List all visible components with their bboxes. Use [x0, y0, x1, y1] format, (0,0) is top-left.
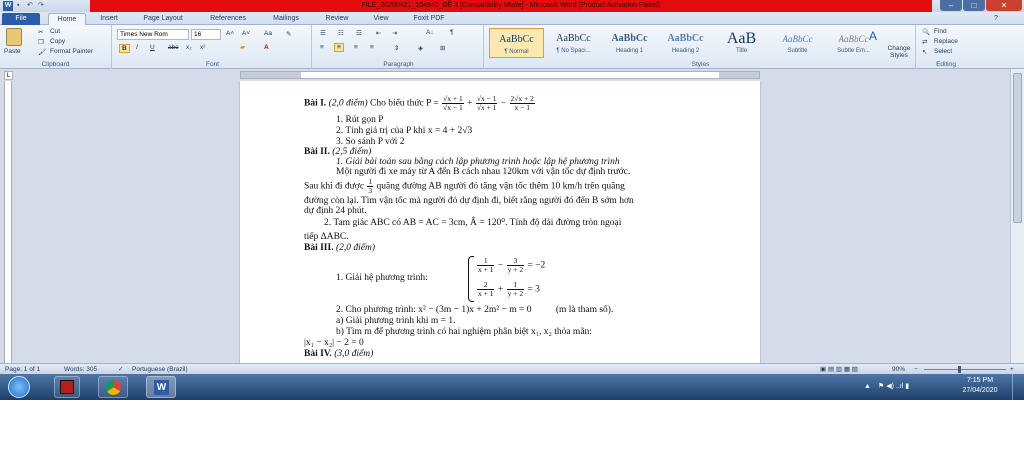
- tab-view[interactable]: View: [373, 15, 389, 22]
- format-painter-icon: 🖌: [38, 49, 47, 56]
- vertical-scrollbar[interactable]: [1010, 69, 1024, 363]
- ruler-row: [0, 69, 1024, 81]
- tab-page-layout[interactable]: Page Layout: [143, 15, 183, 22]
- bai1-heading: Bài I.: [304, 98, 327, 109]
- superscript-button[interactable]: x²: [200, 44, 206, 51]
- font-group: [114, 25, 312, 69]
- bai4-points: (3,0 điểm): [334, 349, 374, 359]
- italic-button[interactable]: I: [136, 44, 138, 51]
- style-subtle-emphasis-name: Subtle Em...: [837, 48, 870, 54]
- style-normal[interactable]: [489, 28, 544, 58]
- clipboard-label: Clipboard: [41, 61, 70, 68]
- font-label: Font: [205, 61, 219, 68]
- highlight-icon[interactable]: ▰: [240, 44, 245, 51]
- system-row-1: [476, 257, 545, 274]
- bai1-f3-den: x − 1: [514, 103, 530, 112]
- proofing-icon[interactable]: ✓: [118, 366, 124, 373]
- taskbar-chrome[interactable]: [98, 376, 128, 398]
- document-area: [0, 81, 1010, 363]
- change-styles-button[interactable]: Change Styles: [887, 45, 911, 59]
- style-no-spacing-sample: AaBbCc: [556, 33, 591, 44]
- ribbon: [0, 25, 1024, 69]
- bai2-line: [304, 147, 371, 157]
- sys-r1-d1: x + 1: [478, 265, 494, 274]
- style-heading-1-name: Heading 1: [615, 48, 644, 54]
- b2-fraction: [367, 178, 373, 195]
- styles-group: [486, 25, 916, 69]
- copy-icon: ❐: [38, 39, 44, 46]
- zoom-slider-handle[interactable]: [958, 366, 961, 373]
- shrink-font-button[interactable]: A˅: [242, 30, 251, 37]
- zoom-level[interactable]: 90%: [892, 366, 906, 373]
- b3-item-2c: |x₁ − x₂| − 2 = 0: [304, 338, 364, 348]
- bai1-f1-den: √x − 1: [443, 103, 463, 112]
- bai3-line: [304, 243, 375, 253]
- b2-item-2: 2. Tam giác ABC có AB = AC = 3cm, Â = 120⁰. Tính độ dài đường tròn ngoại: [324, 218, 622, 228]
- system-brace: [468, 256, 474, 302]
- b1-item-1: 1. Rút gọn P: [336, 115, 384, 125]
- bai1-f1-num: √x + 1: [443, 94, 463, 103]
- tab-foxit-pdf[interactable]: Foxit PDF: [413, 15, 445, 22]
- decrease-indent-icon[interactable]: ⇤: [376, 30, 382, 37]
- tab-references[interactable]: References: [210, 15, 246, 22]
- editing-group: [918, 25, 974, 69]
- tab-home[interactable]: Home: [48, 13, 86, 25]
- taskbar: [0, 374, 1024, 400]
- bai1-f3-num: 2√x + 2: [510, 94, 534, 103]
- style-heading-2-name: Heading 2: [671, 48, 700, 54]
- sys-r2-n1: 2: [477, 281, 494, 290]
- align-center-icon[interactable]: ≡: [334, 43, 344, 52]
- paste-button[interactable]: Paste: [4, 48, 21, 55]
- language-indicator[interactable]: Portuguese (Brazil): [132, 366, 188, 373]
- sys-r1-frac-2: [507, 257, 524, 274]
- scrollbar-thumb[interactable]: [1013, 73, 1022, 223]
- tray-expand-button[interactable]: ▲: [864, 383, 871, 390]
- style-subtitle[interactable]: [770, 28, 825, 58]
- style-title[interactable]: [714, 28, 769, 58]
- undo-icon[interactable]: ↶: [27, 2, 33, 9]
- b3-item-2a: a) Giải phương trình khi m = 1.: [336, 316, 456, 326]
- taskbar-app-1[interactable]: [54, 376, 80, 398]
- bullets-icon[interactable]: ☰: [320, 30, 326, 37]
- word-icon: W: [154, 380, 169, 395]
- page-count[interactable]: Page: 1 of 1: [5, 366, 41, 373]
- style-heading-2-sample: AaBbCc: [667, 33, 704, 44]
- style-normal-name: ¶ Normal: [504, 49, 529, 55]
- style-no-spacing-name: ¶ No Spaci...: [556, 48, 591, 54]
- style-title-name: Title: [735, 48, 748, 54]
- bai1-fraction-2: [476, 95, 498, 112]
- style-heading-1-sample: AaBbCc: [611, 33, 648, 44]
- format-painter-button[interactable]: Format Painter: [50, 48, 93, 55]
- bai2-points: (2,5 điểm): [332, 147, 372, 157]
- maximize-button[interactable]: □: [963, 0, 985, 11]
- replace-button[interactable]: Replace: [934, 38, 958, 45]
- font-size-select[interactable]: 16: [191, 29, 221, 40]
- sys-r1-d2: y + 2: [507, 265, 524, 274]
- minimize-button[interactable]: –: [940, 0, 962, 11]
- zoom-slider[interactable]: [924, 369, 1006, 370]
- style-subtle-emphasis-sample: AaBbCc: [838, 34, 869, 44]
- clipboard-group: [0, 25, 112, 69]
- bai1-minus: −: [500, 98, 507, 109]
- copy-button[interactable]: Copy: [50, 38, 66, 45]
- style-heading-2[interactable]: [658, 28, 713, 58]
- style-no-spacing[interactable]: [546, 28, 601, 58]
- sys-r2-frac-2: [507, 281, 524, 298]
- borders-icon[interactable]: ⊞: [440, 45, 446, 52]
- document-page[interactable]: [240, 81, 760, 363]
- clock[interactable]: [958, 376, 1002, 396]
- b2-p2-start: Sau khi đi được: [304, 181, 365, 192]
- b2-p2-end: quãng đường AB người đó tăng vận tốc thêm 10 km/h trên quãng: [376, 181, 625, 192]
- style-heading-1[interactable]: [602, 28, 657, 58]
- bai4-heading: Bài IV.: [304, 349, 332, 359]
- ruler-left-margin: [241, 72, 301, 78]
- horizontal-ruler[interactable]: [240, 71, 760, 79]
- bai1-line: [304, 95, 536, 112]
- b3-item-2b: b) Tìm m để phương trình có hai nghiệm phân biệt x₁, x₂ thỏa mãn:: [336, 327, 592, 337]
- sys-r1-n2: 3: [507, 257, 524, 266]
- zoom-out-button[interactable]: −: [914, 366, 918, 373]
- show-desktop-button[interactable]: [1012, 374, 1024, 400]
- increase-indent-icon[interactable]: ⇥: [392, 30, 398, 37]
- multilevel-list-icon[interactable]: ☲: [356, 30, 362, 37]
- paste-icon[interactable]: [6, 28, 22, 46]
- tab-selector-icon[interactable]: L: [4, 71, 13, 80]
- b3-item-2-eq: 2. Cho phương trình: x² − (3m − 1)x + 2m² − m = 0: [336, 305, 532, 315]
- status-bar: [0, 363, 1024, 374]
- bai1-text: Cho biểu thức P =: [369, 98, 439, 109]
- b1-item-2: 2. Tính giá trị của P khi x = 4 + 2√3: [336, 126, 473, 136]
- sys-r2-n2: 1: [507, 281, 524, 290]
- sys-r2-op: +: [497, 284, 504, 295]
- numbering-icon[interactable]: ☷: [338, 30, 344, 37]
- b3-item-1: 1. Giải hệ phương trình:: [336, 273, 428, 283]
- bai1-plus: +: [467, 98, 473, 109]
- sys-r1-n1: 1: [477, 257, 494, 266]
- b1-item-3: 3. So sánh P với 2: [336, 137, 405, 147]
- clear-format-icon[interactable]: ✎: [286, 31, 292, 38]
- b2-item-1: 1. Giải bài toán sau bằng cách lập phương trình hoặc lập hệ phương trình: [336, 157, 620, 167]
- close-button[interactable]: ✕: [986, 0, 1022, 11]
- bai1-fraction-1: [442, 95, 464, 112]
- taskbar-word[interactable]: [146, 376, 176, 398]
- word-count[interactable]: Words: 305: [64, 366, 98, 373]
- strikethrough-button[interactable]: abc: [168, 44, 179, 51]
- change-case-button[interactable]: Aa: [264, 30, 272, 37]
- tab-file[interactable]: File: [2, 13, 40, 25]
- style-title-sample: AaB: [726, 30, 757, 47]
- start-button-icon[interactable]: [8, 376, 30, 398]
- tab-insert[interactable]: Insert: [100, 15, 118, 22]
- b2-frac-num: 1: [368, 177, 373, 186]
- bai3-points: (2,0 điểm): [335, 243, 375, 253]
- style-subtitle-sample: AaBbCc: [782, 34, 813, 44]
- change-styles-icon: A: [869, 29, 878, 43]
- bai1-f2-num: √x − 1: [476, 94, 497, 103]
- ruler-right-margin: [719, 72, 759, 78]
- sort-button[interactable]: A↓: [426, 29, 434, 36]
- sys-r1-rhs: = −2: [527, 260, 546, 271]
- grow-font-button[interactable]: A˄: [226, 30, 235, 37]
- sys-r1-frac-1: [477, 257, 494, 274]
- sys-r1-op: −: [497, 260, 504, 271]
- b2-paragraph-3: đường còn lại. Tìm vận tốc mà người đó dự định đi, biết rằng người đó đến B sớm hơn: [304, 196, 634, 206]
- cut-button[interactable]: Cut: [50, 28, 61, 35]
- b2-paragraph-1: Một người đi xe máy từ A đến B cách nhau 120km với vận tốc dự định trước.: [336, 167, 631, 177]
- find-icon: 🔍: [922, 29, 931, 36]
- bai3-heading: Bài III.: [304, 243, 334, 253]
- bai4-line: [304, 349, 373, 359]
- word-logo-icon[interactable]: W: [4, 2, 12, 9]
- zoom-in-button[interactable]: +: [1010, 366, 1014, 373]
- styles-label: Styles: [691, 61, 710, 68]
- align-right-icon[interactable]: ≡: [354, 44, 358, 51]
- clock-date: 27/04/2020: [962, 387, 998, 394]
- sys-r2-d2: y + 2: [507, 289, 524, 298]
- underline-button[interactable]: U: [150, 44, 155, 51]
- tab-review[interactable]: Review: [325, 15, 349, 22]
- paragraph-label: Paragraph: [383, 61, 414, 68]
- tab-mailings[interactable]: Mailings: [273, 15, 299, 22]
- bai1-f2-den: √x + 1: [476, 103, 497, 112]
- save-icon[interactable]: ▪: [17, 2, 20, 9]
- show-marks-button[interactable]: ¶: [450, 29, 454, 36]
- bai1-points: (2,0 điểm): [328, 98, 368, 109]
- sys-r2-rhs: = 3: [527, 284, 540, 295]
- replace-icon: ⇄: [922, 39, 928, 46]
- window-title: FILE_20200421_104840_ĐỀ 3 [Compatibility Mode] - Microsoft Word (Product Activation Failed): [90, 0, 932, 12]
- editing-label: Editing: [936, 61, 956, 68]
- justify-icon[interactable]: ≡: [370, 44, 374, 51]
- clock-time: 7:15 PM: [966, 377, 994, 384]
- select-icon: ↖: [922, 49, 928, 56]
- bai1-fraction-3: [510, 95, 535, 112]
- title-bar: [0, 0, 1024, 12]
- ribbon-tabs: [0, 12, 1024, 25]
- find-button[interactable]: Find: [934, 28, 947, 35]
- bai2-heading: Bài II.: [304, 147, 330, 157]
- font-color-icon[interactable]: A: [264, 44, 269, 51]
- sys-r2-frac-1: [477, 281, 494, 298]
- paragraph-group: [314, 25, 484, 69]
- line-spacing-icon[interactable]: ⇕: [394, 45, 400, 52]
- view-layout-icons[interactable]: ▣ ▤ ▥ ▦ ▧: [820, 366, 858, 373]
- select-button[interactable]: Select: [934, 48, 953, 55]
- b2-paragraph-4: dự định 24 phút.: [304, 206, 367, 216]
- help-icon[interactable]: ?: [994, 15, 998, 22]
- b2-frac-den: 3: [368, 186, 373, 195]
- system-row-2: [476, 281, 540, 298]
- style-normal-sample: AaBbCc: [499, 34, 534, 45]
- b2-paragraph-2: [304, 178, 625, 195]
- chrome-icon: [106, 380, 121, 395]
- sys-r2-d1: x + 1: [478, 289, 494, 298]
- tray-icons[interactable]: ⚑ ◀) ..ıl ▮: [878, 383, 910, 390]
- redo-icon[interactable]: ↷: [38, 2, 44, 9]
- b2-item-2-cont: tiếp ΔABC.: [304, 232, 349, 242]
- cut-icon: ✂: [38, 29, 44, 36]
- style-subtitle-name: Subtitle: [787, 48, 808, 54]
- align-left-icon[interactable]: ≡: [320, 44, 324, 51]
- b3-item-2: [336, 305, 613, 315]
- app-icon-red: [60, 380, 74, 394]
- vertical-ruler: [4, 81, 12, 363]
- b3-item-2-note: (m là tham số).: [555, 305, 614, 315]
- font-family-select[interactable]: Times New Rom: [117, 29, 189, 40]
- shading-icon[interactable]: ◈: [418, 45, 423, 52]
- subscript-button[interactable]: x₂: [186, 44, 192, 51]
- bold-button[interactable]: B: [119, 44, 130, 53]
